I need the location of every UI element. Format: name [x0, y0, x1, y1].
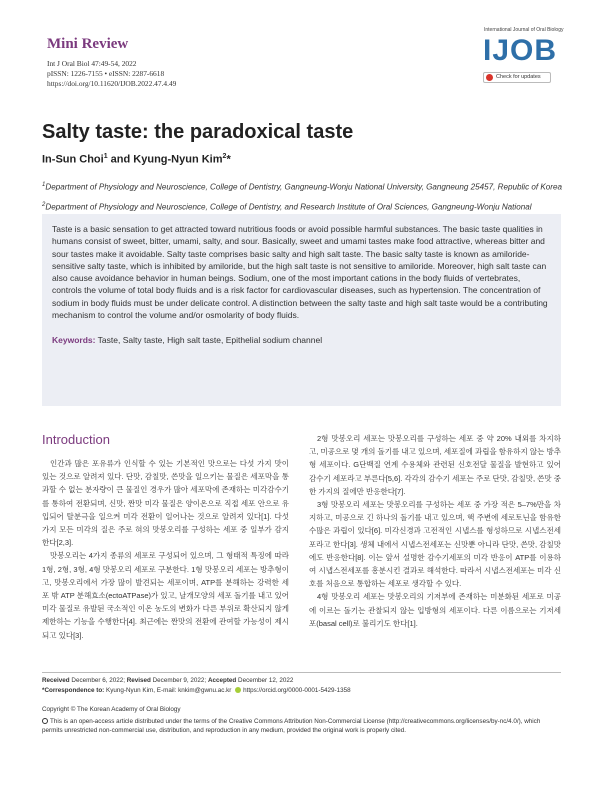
paragraph: 3형 맛봉오리 세포는 맛봉오리를 구성하는 세포 중 가장 적은 5–7%만을 차지하고, 미공으로 긴 하나의 돌기를 내고 있으며, 핵 주변에 세로토닌을 함유한 수많은 과립이 있다[6]. 미각신경과 고전적인 시냅스를 형성하므로 시냅스전세포라고 한다[3]. 생체 내에서 시냅스전세포는 신맛뿐 아니라 단맛, 쓴맛, 감칠맛에도 반응한다[8]. 이는 앞서 설명한 감수기세포의 미각 반응이 ATP를 이용하여 시냅스전세포를 흥분시킨 결과로 해석한다. 따라서 시냅스전세포는 미각 신호를 처음으로 통합하는 세포로 생각할 수 있다. [309, 500, 561, 589]
authors [42, 153, 231, 166]
affiliation-sup: 2 [42, 202, 46, 208]
orcid-icon [235, 687, 241, 693]
check-updates-label: Check for updates [496, 74, 541, 80]
license-text [42, 717, 561, 735]
citation-block [47, 59, 176, 89]
received-date: December 6, 2022; [69, 677, 127, 684]
body-column-right [309, 432, 561, 630]
abstract-text: Taste is a basic sensation to get attracted toward nutritious foods or avoid possible harmful substances. The basic taste qualities in humans consist of sweet, bitter, umami, salty, and sour. Basically, sweet and umami tastes make food attractive, whereas bitter and sour tastes make it avoidable. Salty taste comprises basic salty and high salt taste. The basic salty taste is known as amiloride-sensitive salty taste, which is inhibited by amiloride, but the high salt taste is not sensitive to amiloride. Moreover, high salt taste can also cause avoidance behavior in human beings. Sodium, one of the most important cations in the body fluids of vertebrates, controls the volume of total body fluids and is a risk factor for cardiovascular diseases, such as hypertension. The concentration of sodium in body fluids must be under delicate control. A distinction between the salty taste and high salt taste would be a contributing mechanism to control the volume and/or osmolarity of body fluids. [52, 224, 548, 321]
paragraph: 맛봉오리는 4가지 종류의 세포로 구성되어 있으며, 그 형태적 특징에 따라 1형, 2형, 3형, 4형 맛봉오리 세포로 구분한다. 1형 맛봉오리 세포는 방추형이고, 맛봉오리에서 가장 많이 발견되는 세포이며, ATP를 분해하는 강력한 세포 밖 ATP 분해효소(ectoATPase)가 있고, 날개모양의 세포 돌기를 내고 있어 미각 물질로 유발된 국소적인 이온 농도의 변화가 다른 부위로 확산되지 않게 제한하는 기능을 수행한다[4]. 최근에는 짠맛의 전환에 관여할 가능성이 제시되고 있다[3]. [42, 551, 289, 640]
affiliation-text: Department of Physiology and Neuroscience, College of Dentistry, Gangneung-Wonju National University, Gangneung 25457, Republic of Korea [45, 182, 562, 192]
affiliation-sup: 1 [42, 182, 46, 188]
copyright: Copyright © The Korean Academy of Oral Biology [42, 706, 181, 713]
citation: Int J Oral Biol 47:49-54, 2022 [47, 59, 137, 68]
orcid-link[interactable]: https://orcid.org/0000-0001-5429-1358 [243, 687, 351, 694]
keywords [52, 335, 551, 345]
check-updates-button[interactable] [483, 72, 551, 83]
author-name: Kyung-Nyun Kim [133, 153, 223, 166]
affiliation-text: Department of Physiology and Neuroscience, College of Dentistry, and Research Institute of Oral Sciences, Gangneung-Wonju National [45, 202, 532, 212]
paragraph: 인간과 많은 포유류가 인식할 수 있는 기본적인 맛으로는 다섯 가지 맛이 있는 것으로 알려져 있다. 단맛, 감칠맛, 쓴맛을 일으키는 물질은 세포막을 통과할 수 없는 분자량이 큰 물질인 경우가 많아 세포막에 존재하는 미각감수기를 통하여 전환되며, 신맛, 짠맛 미각 물질은 양이온으로 직접 세포 안으로 유입되어 탈분극을 일으켜 미각 전환이 일어나는 것으로 알려져 있다[1]. 다섯 가지 모든 미각의 질은 주로 혀의 맛봉오리를 구성하는 세포 중 일부가 감지한다[2,3]. [42, 459, 289, 548]
keywords-label: Keywords: [52, 335, 96, 346]
revised-label: Revised [126, 677, 151, 684]
article-title: Salty taste: the paradoxical taste [42, 121, 354, 143]
doi-link[interactable]: https://doi.org/10.11620/IJOB.2022.47.4.49 [47, 79, 177, 88]
license-body: This is an open-access article distributed under the terms of the Creative Commons Attribution Non-Commercial License (http://creativecommons.org/licenses/by-nc/4.0/), which permits unrestricted non-commercial use, distribution, and reproduction in any medium, provided the original work is properly cited. [42, 718, 541, 734]
author-separator: and [107, 153, 134, 166]
revised-date: December 9, 2022; [150, 677, 208, 684]
author-sup: 2 [222, 153, 227, 160]
journal-name: International Journal of Oral Biology [484, 27, 564, 33]
footer-divider [42, 672, 561, 673]
received-label: Received [42, 677, 70, 684]
keywords-list: Taste, Salty taste, High salt taste, Epithelial sodium channel [95, 335, 323, 346]
dates-line [42, 676, 561, 685]
paragraph: 4형 맛봉오리 세포는 맛봉오리의 기저부에 존재하는 미분화된 세포로 미공에 이르는 돌기는 관찰되지 않는 입방형의 세포이다. 다른 이름으로는 기저세포(basal cell)로 불리기도 한다[1]. [309, 592, 561, 628]
check-updates-icon [486, 74, 493, 81]
author-name: In-Sun Choi [42, 153, 104, 166]
accepted-date: December 12, 2022 [236, 677, 294, 684]
correspondence-text: Kyung-Nyun Kim, E-mail: knkim@gwnu.ac.kr [104, 687, 234, 694]
section-label: Mini Review [47, 36, 129, 52]
paragraph: 2형 맛봉오리 세포는 맛봉오리를 구성하는 세포 중 약 20% 내외를 차지하고, 미공으로 몇 개의 돌기를 내고 있으며, 세포질에 과립을 함유하지 않는 방추형 세포이다. G단백질 연계 수용체와 관련된 신호전달 물질을 발현하고 있어 감수기 세포라고 부른다[5,6]. 각각의 감수기 세포는 주로 단맛, 감칠맛, 쓴맛 중 한 가지의 질에만 반응한다[7]. [309, 434, 561, 496]
corresponding-mark: * [226, 153, 231, 166]
author-sup: 1 [103, 153, 108, 160]
cc-icon [42, 718, 48, 724]
body-column-left [42, 457, 289, 642]
affiliation [42, 180, 562, 193]
section-heading: Introduction [42, 432, 110, 447]
accepted-label: Accepted [207, 677, 237, 684]
journal-logo: IJOB [483, 34, 558, 67]
correspondence-label: *Correspondence to: [42, 687, 105, 694]
issn: pISSN: 1226-7155 • eISSN: 2287-6618 [47, 69, 165, 78]
correspondence-line [42, 686, 561, 695]
abstract-box [42, 214, 561, 406]
